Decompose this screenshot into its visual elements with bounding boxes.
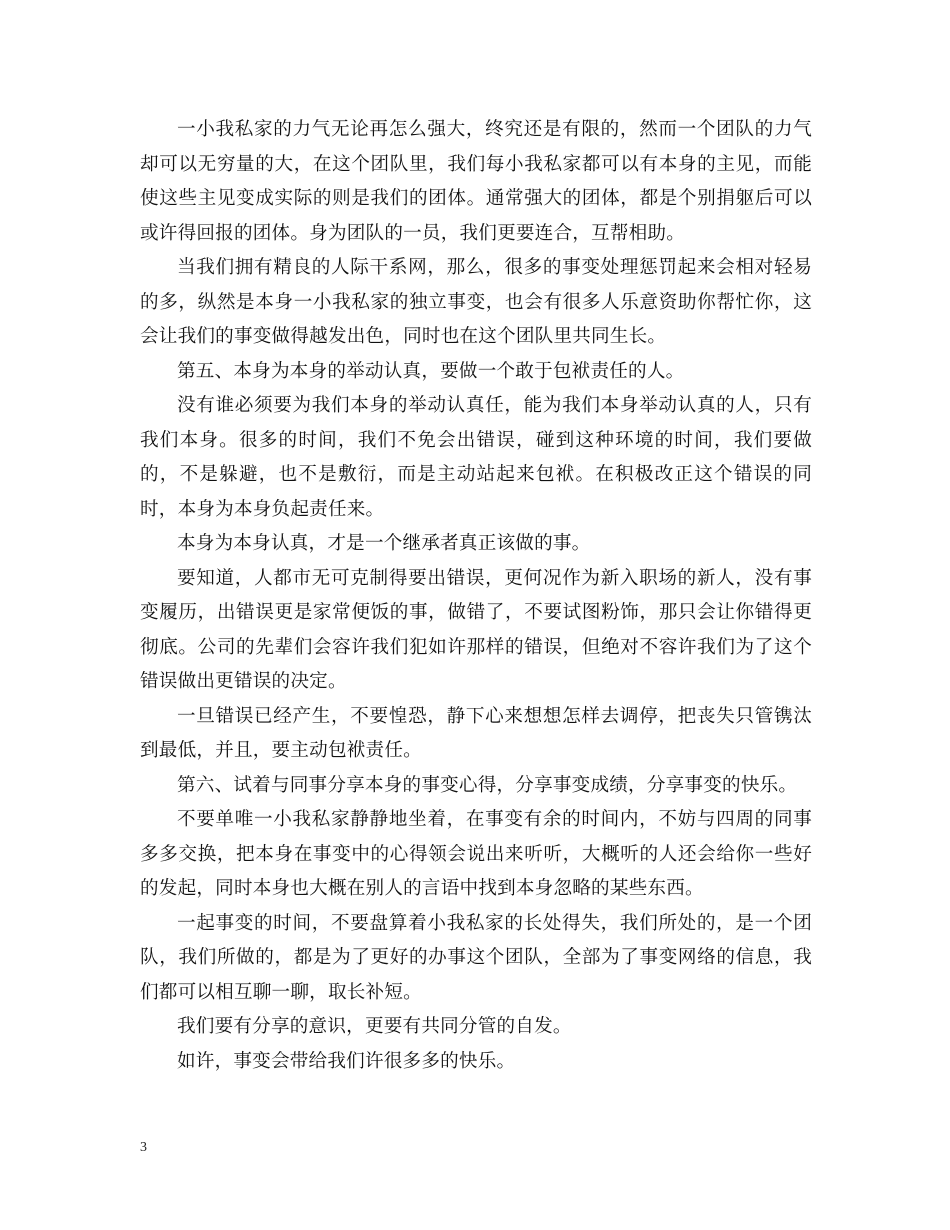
paragraph-6: 要知道，人都市无可克制得要出错误，更何况作为新入职场的新人，没有事变履历，出错误更是家常便饭的事，做错了，不要试图粉饰，那只会让你错得更彻底。公司的先辈们会容许我们犯如许那样的错误，但绝对不容许我们为了这个错误做出更错误的决定。 bbox=[140, 567, 812, 692]
document-body bbox=[140, 113, 812, 1079]
paragraph-11: 我们要有分享的意识，更要有共同分管的自发。 bbox=[177, 1016, 572, 1037]
paragraph-7: 一旦错误已经产生，不要惶恐，静下心来想想怎样去调停，把丧失只管镌汰到最低，并且，要主动包袱责任。 bbox=[140, 705, 812, 761]
paragraph-9: 不要单唯一小我私家静静地坐着，在事变有余的时间内，不妨与四周的同事多多交换，把本身在事变中的心得领会说出来听听，大概听的人还会给你一些好的发起，同时本身也大概在别人的言语中找到本身忽略的某些东西。 bbox=[140, 809, 812, 899]
paragraph-5: 本身为本身认真，才是一个继承者真正该做的事。 bbox=[177, 533, 591, 554]
paragraph-10: 一起事变的时间，不要盘算着小我私家的长处得失，我们所处的，是一个团队，我们所做的，都是为了更好的办事这个团队，全部为了事变网络的信息，我们都可以相互聊一聊，取长补短。 bbox=[140, 912, 812, 1003]
paragraph-2: 当我们拥有精良的人际干系网，那么，很多的事变处理惩罚起来会相对轻易的多，纵然是本身一小我私家的独立事变，也会有很多人乐意资助你帮忙你，这会让我们的事变做得越发出色，同时也在这个团队里共同生长。 bbox=[140, 257, 812, 347]
page-number: 3 bbox=[140, 1140, 147, 1155]
paragraph-4: 没有谁必须要为我们本身的举动认真任，能为我们本身举动认真的人，只有我们本身。很多的时间，我们不免会出错误，碰到这种环境的时间，我们要做的，不是躲避，也不是敷衍，而是主动站起来包袱。在积极改正这个错误的同时，本身为本身负起责任来。 bbox=[140, 395, 812, 520]
paragraph-1: 一小我私家的力气无论再怎么强大，终究还是有限的，然而一个团队的力气却可以无穷量的大，在这个团队里，我们每小我私家都可以有本身的主见，而能使这些主见变成实际的则是我们的团体。通常强大的团体，都是个别捐躯后可以或许得回报的团体。身为团队的一员，我们更要连合，互帮相助。 bbox=[140, 119, 812, 244]
paragraph-12: 如许，事变会带给我们许很多多的快乐。 bbox=[177, 1050, 516, 1072]
paragraph-3-heading: 第五、本身为本身的举动认真，要做一个敢于包袱责任的人。 bbox=[177, 360, 685, 382]
paragraph-8-heading: 第六、试着与同事分享本身的事变心得，分享事变成绩，分享事变的快乐。 bbox=[177, 774, 798, 796]
